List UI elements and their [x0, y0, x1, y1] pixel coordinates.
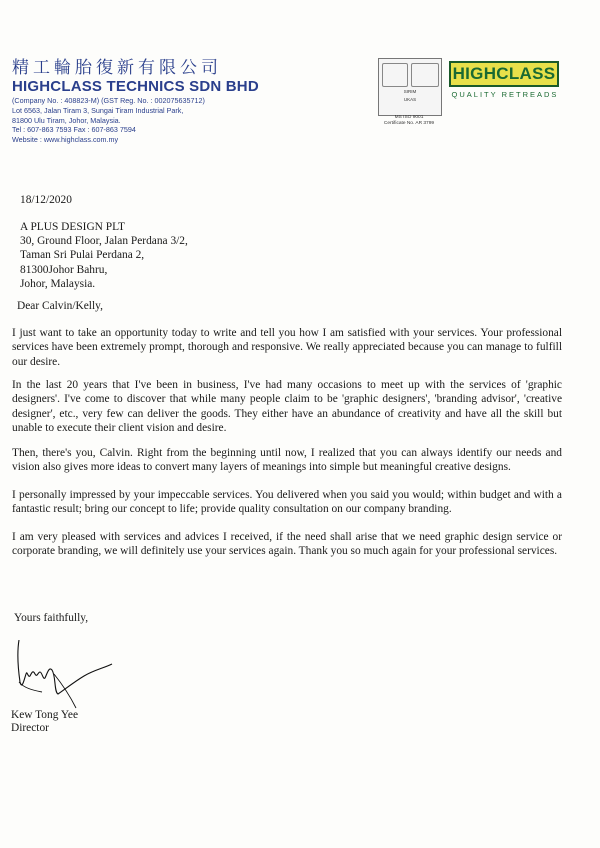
company-name: HIGHCLASS TECHNICS SDN BHD — [12, 78, 259, 95]
recipient-line: 30, Ground Floor, Jalan Perdana 3/2, — [20, 235, 188, 248]
cert-standard: MS ISO 9001 — [394, 115, 424, 120]
signer-title: Director — [11, 722, 49, 734]
cert-label-sirim: SIRIM — [403, 89, 417, 94]
signer-name: Kew Tong Yee — [11, 709, 79, 721]
body-paragraph: I personally impressed by your impeccable services. You delivered when you said you would; within budget and with a fantastic result; bring our concept to life; provide quality consultation on our company branding. — [12, 489, 562, 516]
body-paragraph: I just want to take an opportunity today to write and tell you how I am satisfied with your services. Your professional services have been extremely prompt, thorough and responsive. We really appreciated because you can manage to fulfill our desire. — [12, 327, 562, 368]
letter-date: 18/12/2020 — [20, 194, 72, 206]
body-paragraph: In the last 20 years that I've been in business, I've had many occasions to meet up with the services of 'graphic designers'. I've come to discover that while many people claim to be 'graphic designers', 'branding advisor', 'creative designer', etc., very few can deliver the goods. They either have an abundance of creativity and have all the skill but unable to execute their client vision and desire. — [12, 379, 562, 435]
recipient-line: A PLUS DESIGN PLT — [20, 221, 125, 233]
body-paragraph: I am very pleased with services and advices I received, if the need shall arise that we need graphic design service or corporate branding, we will definitely use your services again. Thank you so much again for your professional services. — [12, 531, 562, 558]
recipient-block — [20, 220, 188, 291]
recipient-line: Taman Sri Pulai Perdana 2, — [20, 249, 145, 262]
website: Website : www.highclass.com.my — [12, 135, 119, 145]
recipient-line: Johor, Malaysia. — [20, 277, 96, 290]
cert-number: Certificate No. AR 3799 — [383, 121, 435, 126]
closing: Yours faithfully, — [14, 612, 89, 624]
highclass-logo: HIGHCLASS — [449, 61, 559, 87]
cert-label-ukas: UKAS — [403, 97, 417, 102]
cert-caption — [372, 115, 446, 127]
brand-tagline: QUALITY RETREADS — [451, 90, 559, 99]
chinese-company-name: 精工輪胎復新有限公司 — [12, 58, 222, 78]
salutation: Dear Calvin/Kelly, — [17, 300, 103, 312]
address-line-2: 81800 Ulu Tiram, Johor, Malaysia. — [12, 115, 121, 125]
certification-logo — [378, 58, 442, 116]
phone-fax: Tel : 607-863 7593 Fax : 607-863 7594 — [12, 125, 136, 135]
recipient-line: 81300Johor Bahru, — [20, 263, 108, 276]
sirim-mark-icon — [382, 63, 408, 87]
ukas-mark-icon — [411, 63, 439, 87]
handwritten-signature — [14, 640, 114, 710]
body-paragraph: Then, there's you, Calvin. Right from the beginning until now, I realized that you can always identify our needs and vision also gives more ideas to convert many layers of meanings into simple but meaningful creative designs. — [12, 447, 562, 474]
letterhead — [12, 58, 342, 145]
address-line-1: Lot 6563, Jalan Tiram 3, Sungai Tiram Industrial Park, — [12, 105, 184, 115]
registration-numbers: (Company No. : 408823-M) (GST Reg. No. : 002075635712) — [12, 96, 205, 105]
